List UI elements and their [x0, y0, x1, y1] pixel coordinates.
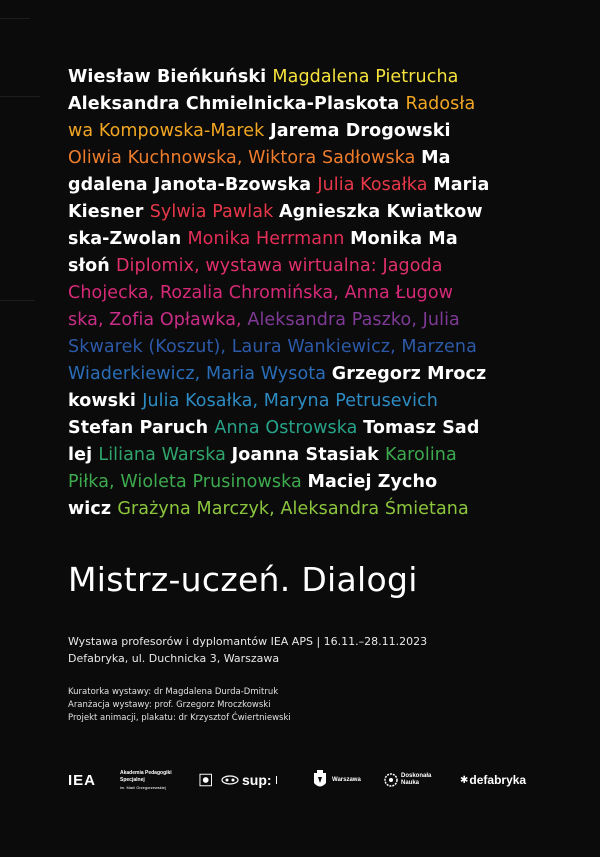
iea-logo: IEA: [68, 771, 97, 789]
names-line: [68, 145, 536, 172]
professor-name: Tomasz Sad: [363, 418, 480, 438]
graduate-name: Radosła: [405, 94, 476, 114]
graduate-name: ska, Zofia Opławka,: [68, 310, 248, 330]
graduate-name: Skwarek (Koszut), Laura Wankiewicz, Marzena: [68, 337, 477, 357]
professor-name: ska-Zwolan: [68, 229, 188, 249]
graduate-name: Julia Kosałka, Maryna Petrusevich: [142, 391, 438, 411]
graduate-name: Oliwia Kuchnowska, Wiktora Sadłowska: [68, 148, 422, 168]
exhibition-dates: Wystawa profesorów i dyplomantów IEA APS | 16.11.–28.11.2023: [68, 635, 428, 648]
names-line: [68, 199, 536, 226]
professor-name: Maciej Zycho: [307, 472, 438, 492]
graduate-name: Piłka, Wioleta Prusinowska: [68, 472, 308, 492]
aps-logo: Akademia Pedagogiki Specjalnej im. Marii Grzegorzewskiej: [120, 768, 212, 792]
graduate-name: Karolina: [385, 445, 457, 465]
professor-name: Wiesław Bieńkuński: [68, 67, 273, 87]
sup-logo: sup:: [221, 768, 291, 792]
warsaw-crest-icon: [312, 769, 328, 791]
graduate-name: Aleksandra Paszko, Julia: [247, 310, 460, 330]
professor-name: Aleksandra Chmielnicka-Plaskota: [68, 94, 406, 114]
names-line: [68, 442, 536, 469]
names-line: [68, 469, 536, 496]
asterisk-icon: ✱: [460, 774, 469, 786]
graduate-name: Julia Kosałka: [317, 175, 434, 195]
names-line: [68, 253, 536, 280]
names-line: [68, 172, 536, 199]
names-line: [68, 415, 536, 442]
credit-design: Projekt animacji, plakatu: dr Krzysztof Ćwiertniewski: [68, 713, 291, 723]
credit-curator: Kuratorka wystawy: dr Magdalena Durda-Dmitruk: [68, 687, 279, 697]
credit-arrangement: Aranżacja wystawy: prof. Grzegorz Mroczkowski: [68, 700, 271, 710]
names-line: [68, 91, 536, 118]
sponsor-logos: [68, 768, 538, 792]
graduate-name: Grażyna Marczyk, Aleksandra Śmietana: [117, 499, 469, 519]
sup-mark-icon: [221, 775, 239, 785]
graduate-name: Liliana Warska: [98, 445, 232, 465]
defabryka-logo: ✱ defabryka: [460, 773, 527, 787]
participant-names: [68, 64, 536, 523]
names-line: [68, 361, 536, 388]
names-line: [68, 334, 536, 361]
decorative-line: [0, 96, 40, 97]
decorative-line: [0, 18, 30, 19]
names-line: [68, 64, 536, 91]
professor-name: Agnieszka Kwiatkow: [278, 202, 483, 222]
graduate-name: Magdalena Pietrucha: [272, 67, 459, 87]
professor-name: kowski: [68, 391, 143, 411]
exhibition-venue: Defabryka, ul. Duchnicka 3, Warszawa: [68, 652, 280, 665]
names-line: [68, 388, 536, 415]
names-line: [68, 226, 536, 253]
names-line: [68, 307, 536, 334]
professor-name: gdalena Janota-Bzowska: [68, 175, 318, 195]
professor-name: słoń: [68, 256, 116, 276]
graduate-name: Anna Ostrowska: [214, 418, 364, 438]
professor-name: Ma: [421, 148, 451, 168]
credits: [68, 686, 291, 725]
doskonala-nauka-logo: Doskonała Nauka: [384, 768, 431, 792]
graduate-name: wa Kompowska-Marek: [68, 121, 271, 141]
professor-name: Stefan Paruch: [68, 418, 215, 438]
graduate-name: Diplomix, wystawa wirtualna: Jagoda: [115, 256, 443, 276]
exhibition-info: [68, 633, 427, 667]
professor-name: Joanna Stasiak: [231, 445, 386, 465]
professor-name: wicz: [68, 499, 118, 519]
professor-name: Kiesner: [68, 202, 150, 222]
professor-name: lej: [68, 445, 99, 465]
names-line: [68, 118, 536, 145]
names-line: [68, 280, 536, 307]
doskonala-nauka-icon: [384, 773, 398, 787]
professor-name: Grzegorz Mrocz: [331, 364, 487, 384]
warszawa-logo: Warszawa: [312, 768, 361, 792]
professor-name: Maria: [433, 175, 490, 195]
aps-emblem-icon: [199, 773, 212, 787]
graduate-name: Sylwia Pawlak: [149, 202, 279, 222]
names-line: [68, 496, 536, 523]
graduate-name: Monika Herrmann: [187, 229, 351, 249]
graduate-name: Wiaderkiewicz, Maria Wysota: [68, 364, 332, 384]
graduate-name: Chojecka, Rozalia Chromińska, Anna Ługow: [68, 283, 454, 303]
professor-name: Jarema Drogowski: [270, 121, 451, 141]
poster-title: Mistrz-uczeń. Dialogi: [68, 560, 418, 599]
professor-name: Monika Ma: [350, 229, 458, 249]
decorative-line: [0, 300, 35, 301]
